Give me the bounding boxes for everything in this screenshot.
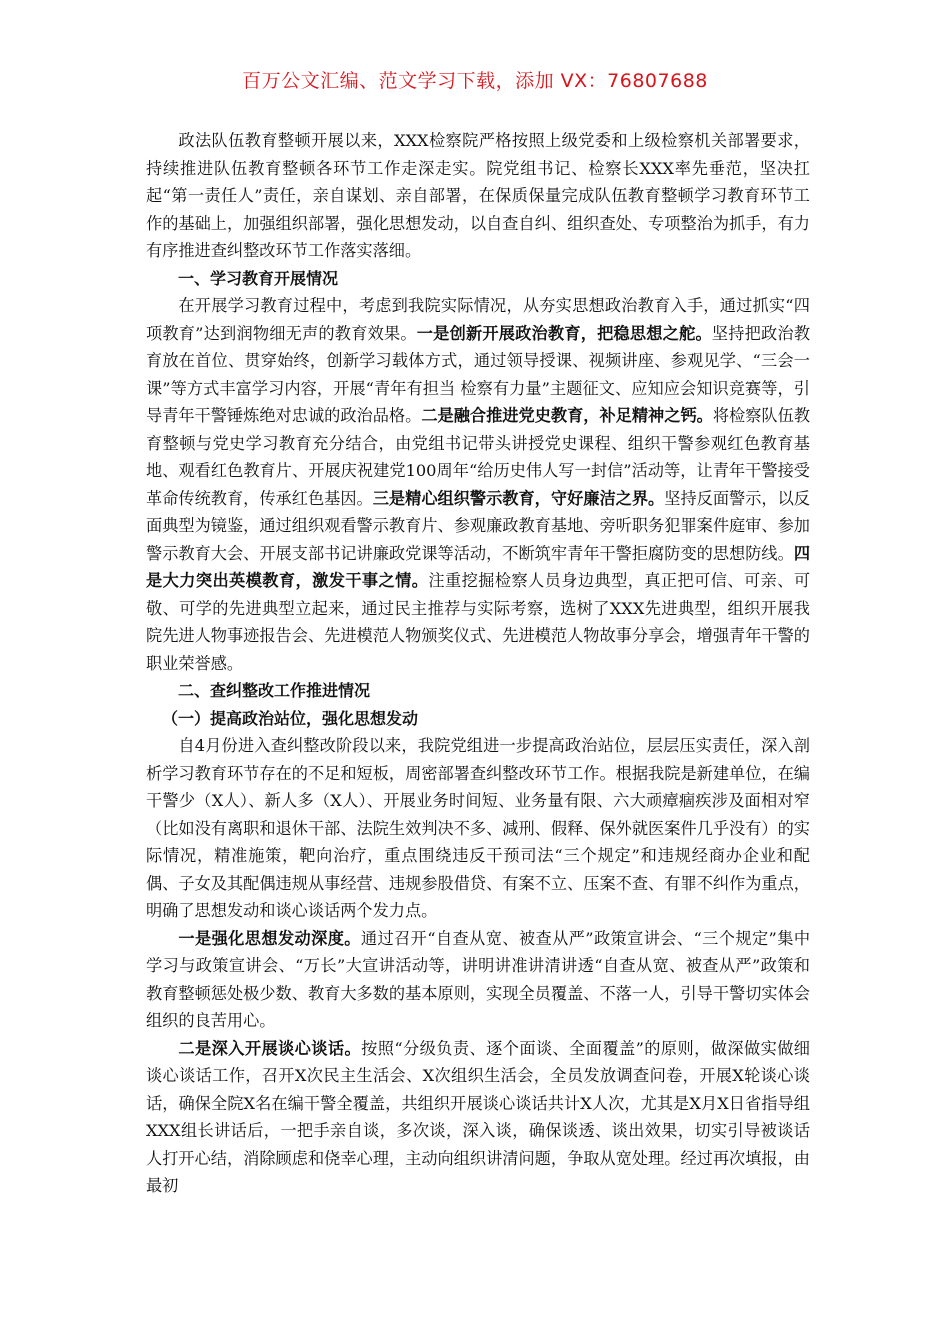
document-body (146, 127, 810, 1200)
section2-point2-body: 按照“分级负责、逐个面谈、全面覆盖”的原则，做深做实做细谈心谈话工作，召开X次民主生活会、X次组织生活会，全员发放调查问卷，开展X轮谈心谈话，确保全院X名在编干警全覆盖，共组织开展谈心谈话共计X人次，尤其是X月X日省指导组XXX组长讲话后，一把手亲自谈，多次谈，深入谈，确保谈透、谈出效果，切实引导被谈话人打开心结，消除顾虑和侥幸心理，主动向组织讲清问题，争取从宽处理。经过再次填报，由最初 (146, 1038, 810, 1195)
section1-point1-body: 坚持把政治教育放在首位、贯穿始终，创新学习载体方式，通过领导授课、视频讲座、参观见学、“三会一课”等方式丰富学习内容，开展“青年有担当 检察有力量”主题征文、应知应会知识竞赛等，引导青年干警锤炼绝对忠诚的政治品格。 (146, 323, 811, 425)
section1-heading: 一、学习教育开展情况 (178, 268, 339, 288)
intro-paragraph: 政法队伍教育整顿开展以来，XXX检察院严格按照上级党委和上级检察机关部署要求，持续推进队伍教育整顿各环节工作走深走实。院党组书记、检察长XXX率先垂范，坚决扛起“第一责任人”责任，亲自谋划、亲自部署，在保质保量完成队伍教育整顿学习教育环节工作的基础上，加强组织部署，强化思想发动，以自查自纠、组织查处、专项整治为抓手，有力有序推进查纠整改环节工作落实落细。 (146, 131, 810, 260)
section2-point1-title: 一是强化思想发动深度。 (178, 928, 361, 948)
watermark-header: 百万公文汇编、范文学习下载，添加 VX：76807688 (242, 70, 708, 92)
section2-subheading: （一）提高政治站位，强化思想发动 (162, 708, 419, 728)
section1-point3-title: 三是精心组织警示教育，守好廉洁之界。 (372, 488, 665, 508)
section2-paragraph: 自4月份进入查纠整改阶段以来，我院党组进一步提高政治站位，层层压实责任，深入剖析学习教育环节存在的不足和短板，周密部署查纠整改环节工作。根据我院是新建单位，在编干警少（X人）、新人多（X人）、开展业务时间短、业务量有限、六大顽瘴痼疾涉及面相对窄（比如没有离职和退休干部、法院生效判决不多、减刑、假释、保外就医案件几乎没有）的实际情况，精准施策，靶向治疗，重点围绕违反干预司法“三个规定”和违规经商办企业和配偶、子女及其配偶违规从事经营、违规参股借贷、有案不立、压案不查、有罪不纠作为重点，明确了思想发动和谈心谈话两个发力点。 (146, 736, 810, 920)
section1-lead: 在开展学习教育过程中，考虑到我院实际情况，从夯实思想政治教育入手，通过抓实“四项教育”达到润物细无声的教育效果。 (146, 296, 810, 343)
section2-point1-paragraph (146, 925, 810, 1035)
section1-point1-title: 一是创新开展政治教育，把稳思想之舵。 (416, 323, 712, 343)
section1-point4-body: 注重挖掘检察人员身边典型，真正把可信、可亲、可敬、可学的先进典型立起来，通过民主推荐与实际考察，选树了XXX先进典型，组织开展我院先进人物事迹报告会、先进模范人物颁奖仪式、先进模范人物故事分享会，增强青年干警的职业荣誉感。 (146, 571, 811, 673)
section1-point2-body: 将检察队伍教育整顿与党史学习教育充分结合，由党组书记带头讲授党史课程、组织干警参观红色教育基地、观看红色教育片、开展庆祝建党100周年“给历史伟人写一封信”活动等，让青年干警接受革命传统教育，传承红色基因。 (146, 406, 811, 508)
section2-point2-paragraph (146, 1035, 810, 1200)
section2-point1-body: 通过召开“自查从宽、被查从严”政策宣讲会、“三个规定”集中学习与政策宣讲会、“万长”大宣讲活动等，讲明讲准讲清讲透“自查从宽、被查从严”政策和教育整顿惩处极少数、教育大多数的基本原则，实现全员覆盖、不落一人，引导干警切实体会组织的良苦用心。 (146, 928, 811, 1030)
section1-point3-body: 坚持反面警示，以反面典型为镜鉴，通过组织观看警示教育片、参观廉政教育基地、旁听职务犯罪案件庭审、参加警示教育大会、开展支部书记讲廉政党课等活动，不断筑牢青年干警拒腐防变的思想防线。 (146, 488, 810, 563)
section1-point4-title: 四是大力突出英模教育，激发干事之情。 (146, 543, 810, 590)
section2-point2-title: 二是深入开展谈心谈话。 (178, 1038, 362, 1058)
section1-point2-title: 二是融合推进党史教育，补足精神之钙。 (421, 406, 713, 425)
section2-heading: 二、查纠整改工作推进情况 (178, 681, 371, 700)
section1-paragraph (146, 292, 810, 677)
